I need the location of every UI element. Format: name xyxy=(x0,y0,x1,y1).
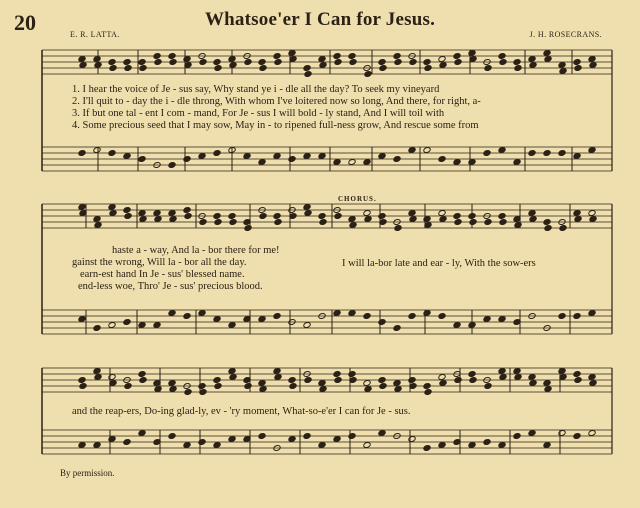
note-head xyxy=(153,210,161,217)
note-head xyxy=(393,53,401,60)
note-head xyxy=(108,59,116,66)
note-head xyxy=(334,213,342,220)
note-head xyxy=(213,213,221,220)
note-head xyxy=(228,56,236,63)
note-head xyxy=(379,383,387,390)
note-head xyxy=(273,153,281,160)
note-head xyxy=(334,377,342,384)
lyricist-credit: E. R. LATTA. xyxy=(70,30,120,39)
note-head xyxy=(378,430,386,437)
note-head xyxy=(214,219,222,226)
note-head xyxy=(213,442,221,449)
note-head xyxy=(588,310,596,317)
note-head xyxy=(258,433,266,440)
note-head xyxy=(453,53,461,60)
note-head xyxy=(484,383,492,390)
note-head xyxy=(423,59,431,66)
note-head xyxy=(423,445,431,452)
note-head xyxy=(438,210,446,217)
note-head xyxy=(349,222,357,229)
note-head xyxy=(393,156,401,163)
note-head xyxy=(408,313,416,320)
note-head xyxy=(409,216,417,223)
note-head xyxy=(543,442,551,449)
note-head xyxy=(394,59,402,66)
note-head xyxy=(94,62,102,69)
verse-2-end: gainst the wrong, Will la - bor all the day. xyxy=(72,257,247,268)
note-head xyxy=(108,374,116,381)
note-head xyxy=(423,147,431,154)
note-head xyxy=(199,219,207,226)
note-head xyxy=(108,150,116,157)
verse-2-line: 2. I'll quit to - day the i - dle throng, With whom I've loitered now so long, And there, for right, a- xyxy=(72,96,481,107)
note-head xyxy=(333,159,341,166)
note-head xyxy=(303,322,311,329)
note-head xyxy=(168,53,176,60)
note-head xyxy=(123,153,131,160)
note-head xyxy=(213,316,221,323)
note-head xyxy=(303,153,311,160)
note-head xyxy=(124,65,132,72)
note-head xyxy=(498,442,506,449)
note-head xyxy=(544,56,552,63)
note-head xyxy=(318,380,326,387)
note-head xyxy=(438,374,446,381)
note-head xyxy=(513,433,521,440)
note-head xyxy=(468,371,476,378)
note-head xyxy=(318,56,326,63)
note-head xyxy=(138,59,146,66)
note-head xyxy=(514,65,522,72)
note-head xyxy=(499,59,507,66)
note-head xyxy=(423,216,431,223)
note-head xyxy=(108,322,116,329)
note-head xyxy=(469,377,477,384)
note-head xyxy=(453,322,461,329)
note-head xyxy=(259,65,267,72)
note-head xyxy=(214,383,222,390)
note-head xyxy=(303,204,311,211)
note-head xyxy=(183,56,191,63)
note-head xyxy=(408,147,416,154)
note-head xyxy=(573,433,581,440)
note-head xyxy=(588,210,596,217)
note-head xyxy=(483,150,491,157)
note-head xyxy=(288,436,296,443)
note-head xyxy=(273,313,281,320)
note-head xyxy=(439,62,447,69)
note-head xyxy=(138,156,146,163)
chorus-lyric: I will la-bor late and ear - ly, With the sow-ers xyxy=(342,258,536,269)
note-head xyxy=(348,216,356,223)
note-head xyxy=(589,62,597,69)
note-head xyxy=(304,210,312,217)
note-head xyxy=(244,383,252,390)
note-head xyxy=(438,442,446,449)
note-head xyxy=(273,368,281,375)
note-head xyxy=(393,380,401,387)
note-head xyxy=(364,71,372,78)
note-head xyxy=(79,383,87,390)
note-head xyxy=(543,219,551,226)
note-head xyxy=(169,386,177,393)
note-head xyxy=(228,368,236,375)
note-head xyxy=(154,216,162,223)
note-head xyxy=(319,62,327,69)
note-head xyxy=(394,386,402,393)
note-head xyxy=(364,386,372,393)
note-head xyxy=(93,147,101,154)
note-head xyxy=(168,310,176,317)
note-head xyxy=(274,219,282,226)
note-head xyxy=(333,310,341,317)
verse-4-line: 4. Some precious seed that I may sow, May in - to ripened full-ness grow, And rescue some from xyxy=(72,120,479,131)
note-head xyxy=(334,59,342,66)
note-head xyxy=(289,383,297,390)
note-head xyxy=(304,71,312,78)
note-head xyxy=(123,319,131,326)
note-head xyxy=(93,325,101,332)
note-head xyxy=(529,380,537,387)
note-head xyxy=(424,389,432,396)
note-head xyxy=(348,371,356,378)
note-head xyxy=(378,213,386,220)
note-head xyxy=(589,380,597,387)
note-head xyxy=(348,159,356,166)
note-head xyxy=(484,65,492,72)
note-head xyxy=(303,433,311,440)
note-head xyxy=(363,313,371,320)
note-head xyxy=(168,380,176,387)
note-head xyxy=(573,371,581,378)
note-head xyxy=(468,442,476,449)
note-head xyxy=(183,442,191,449)
verse-3-end: earn-est hand In Je - sus' blessed name. xyxy=(80,269,245,280)
note-head xyxy=(124,383,132,390)
page-number: 20 xyxy=(14,10,36,35)
note-head xyxy=(288,50,296,57)
note-head xyxy=(78,204,86,211)
note-head xyxy=(139,377,147,384)
note-head xyxy=(543,50,551,57)
note-head xyxy=(229,62,237,69)
note-head xyxy=(423,383,431,390)
note-head xyxy=(153,322,161,329)
note-head xyxy=(363,442,371,449)
note-head xyxy=(588,56,596,63)
verse-1-line: 1. I hear the voice of Je - sus say, Why stand ye i - dle all the day? To seek my vineyard xyxy=(72,84,440,95)
note-head xyxy=(183,156,191,163)
note-head xyxy=(303,65,311,72)
note-head xyxy=(543,380,551,387)
note-head xyxy=(244,59,252,66)
note-head xyxy=(379,65,387,72)
note-head xyxy=(154,386,162,393)
note-head xyxy=(213,59,221,66)
note-head xyxy=(453,213,461,220)
note-head xyxy=(558,62,566,69)
note-head xyxy=(498,316,506,323)
note-head xyxy=(228,436,236,443)
note-head xyxy=(258,159,266,166)
note-head xyxy=(558,150,566,157)
note-head xyxy=(168,210,176,217)
note-head xyxy=(439,216,447,223)
note-head xyxy=(153,53,161,60)
note-head xyxy=(78,150,86,157)
note-head xyxy=(378,319,386,326)
note-head xyxy=(498,368,506,375)
note-head xyxy=(288,377,296,384)
note-head xyxy=(558,368,566,375)
note-head xyxy=(499,219,507,226)
note-head xyxy=(454,377,462,384)
note-head xyxy=(258,380,266,387)
note-head xyxy=(139,216,147,223)
note-head xyxy=(78,377,86,384)
note-head xyxy=(93,442,101,449)
note-head xyxy=(273,53,281,60)
note-head xyxy=(78,442,86,449)
note-head xyxy=(559,68,567,75)
note-head xyxy=(138,210,146,217)
note-head xyxy=(184,389,192,396)
chorus-label: CHORUS. xyxy=(338,195,377,203)
note-head xyxy=(108,204,116,211)
note-head xyxy=(348,310,356,317)
note-head xyxy=(198,439,206,446)
note-head xyxy=(529,62,537,69)
note-head xyxy=(513,368,521,375)
composer-credit: J. H. ROSECRANS. xyxy=(529,30,602,39)
note-head xyxy=(333,371,341,378)
note-head xyxy=(348,53,356,60)
note-head xyxy=(108,436,116,443)
note-head xyxy=(364,216,372,223)
note-head xyxy=(93,368,101,375)
note-head xyxy=(483,316,491,323)
note-head xyxy=(213,377,221,384)
note-head xyxy=(154,59,162,66)
note-head xyxy=(288,156,296,163)
note-head xyxy=(544,225,552,232)
note-head xyxy=(573,210,581,217)
note-head xyxy=(363,380,371,387)
note-head xyxy=(228,213,236,220)
note-head xyxy=(468,213,476,220)
note-head xyxy=(168,433,176,440)
note-head xyxy=(94,222,102,229)
note-head xyxy=(243,153,251,160)
note-head xyxy=(498,213,506,220)
note-head xyxy=(244,225,252,232)
note-head xyxy=(319,219,327,226)
note-head xyxy=(393,325,401,332)
note-head xyxy=(573,313,581,320)
note-head xyxy=(214,65,222,72)
note-head xyxy=(363,159,371,166)
note-head xyxy=(109,210,117,217)
note-head xyxy=(528,150,536,157)
note-head xyxy=(274,374,282,381)
note-head xyxy=(378,153,386,160)
note-head xyxy=(198,383,206,390)
verse-4-end: end-less woe, Thro' Je - sus' precious blood. xyxy=(78,281,263,292)
note-head xyxy=(574,377,582,384)
note-head xyxy=(123,207,131,214)
note-head xyxy=(274,59,282,66)
note-head xyxy=(483,439,491,446)
note-head xyxy=(424,65,432,72)
note-head xyxy=(198,310,206,317)
note-head xyxy=(468,50,476,57)
note-head xyxy=(319,386,327,393)
note-head xyxy=(94,374,102,381)
note-head xyxy=(349,59,357,66)
verse-1-end: haste a - way, And la - bor there for me! xyxy=(112,245,280,256)
note-head xyxy=(529,216,537,223)
note-head xyxy=(318,442,326,449)
note-head xyxy=(169,59,177,66)
note-head xyxy=(439,380,447,387)
note-head xyxy=(184,213,192,220)
note-head xyxy=(574,216,582,223)
note-head xyxy=(543,150,551,157)
note-head xyxy=(558,430,566,437)
permission-note: By permission. xyxy=(60,468,115,478)
note-head xyxy=(198,153,206,160)
note-head xyxy=(123,439,131,446)
note-head xyxy=(78,316,86,323)
note-head xyxy=(528,210,536,217)
system-3-lyric: and the reap-ers, Do-ing glad-ly, ev - 'ry moment, What-so-e'er I can for Je - sus. xyxy=(72,406,411,417)
note-head xyxy=(438,313,446,320)
note-head xyxy=(258,59,266,66)
note-head xyxy=(589,216,597,223)
note-head xyxy=(513,59,521,66)
note-head xyxy=(574,65,582,72)
note-head xyxy=(588,430,596,437)
note-head xyxy=(139,65,147,72)
note-head xyxy=(453,159,461,166)
note-head xyxy=(318,213,326,220)
note-head xyxy=(528,56,536,63)
note-head xyxy=(138,322,146,329)
note-head xyxy=(168,162,176,169)
note-head xyxy=(229,219,237,226)
note-head xyxy=(559,225,567,232)
note-head xyxy=(318,153,326,160)
note-head xyxy=(109,65,117,72)
note-head xyxy=(213,150,221,157)
note-head xyxy=(588,147,596,154)
note-head xyxy=(438,156,446,163)
note-head xyxy=(513,159,521,166)
note-head xyxy=(229,374,237,381)
note-head xyxy=(423,310,431,317)
note-head xyxy=(544,386,552,393)
note-head xyxy=(333,436,341,443)
note-head xyxy=(78,56,86,63)
note-head xyxy=(199,59,207,66)
note-head xyxy=(468,322,476,329)
note-head xyxy=(588,374,596,381)
note-head xyxy=(514,222,522,229)
note-head xyxy=(79,62,87,69)
note-head xyxy=(573,153,581,160)
note-head xyxy=(408,210,416,217)
note-head xyxy=(454,59,462,66)
note-head xyxy=(138,430,146,437)
note-head xyxy=(499,374,507,381)
note-head xyxy=(408,377,416,384)
note-head xyxy=(259,213,267,220)
note-head xyxy=(378,377,386,384)
note-head xyxy=(468,159,476,166)
note-head xyxy=(363,210,371,217)
note-head xyxy=(138,371,146,378)
note-head xyxy=(408,436,416,443)
note-head xyxy=(573,59,581,66)
note-head xyxy=(273,213,281,220)
note-head xyxy=(259,386,267,393)
note-head xyxy=(169,216,177,223)
note-head xyxy=(409,59,417,66)
note-head xyxy=(378,59,386,66)
note-head xyxy=(304,377,312,384)
note-head xyxy=(124,213,132,220)
note-head xyxy=(258,316,266,323)
note-head xyxy=(394,225,402,232)
note-head xyxy=(514,374,522,381)
note-head xyxy=(498,53,506,60)
note-head xyxy=(528,430,536,437)
note-head xyxy=(469,219,477,226)
note-head xyxy=(183,207,191,214)
note-head xyxy=(484,219,492,226)
note-head xyxy=(528,374,536,381)
note-head xyxy=(498,147,506,154)
verse-3-line: 3. If but one tal - ent I com - mand, For Je - sus I will bold - ly stand, And I will toil with xyxy=(72,108,445,119)
note-head xyxy=(93,56,101,63)
note-head xyxy=(454,219,462,226)
note-head xyxy=(438,56,446,63)
note-head xyxy=(183,313,191,320)
hymn-title: Whatsoe'er I Can for Jesus. xyxy=(204,9,436,30)
note-head xyxy=(558,313,566,320)
note-head xyxy=(123,59,131,66)
note-head xyxy=(228,322,236,329)
note-head xyxy=(93,216,101,223)
note-head xyxy=(333,53,341,60)
note-head xyxy=(348,433,356,440)
